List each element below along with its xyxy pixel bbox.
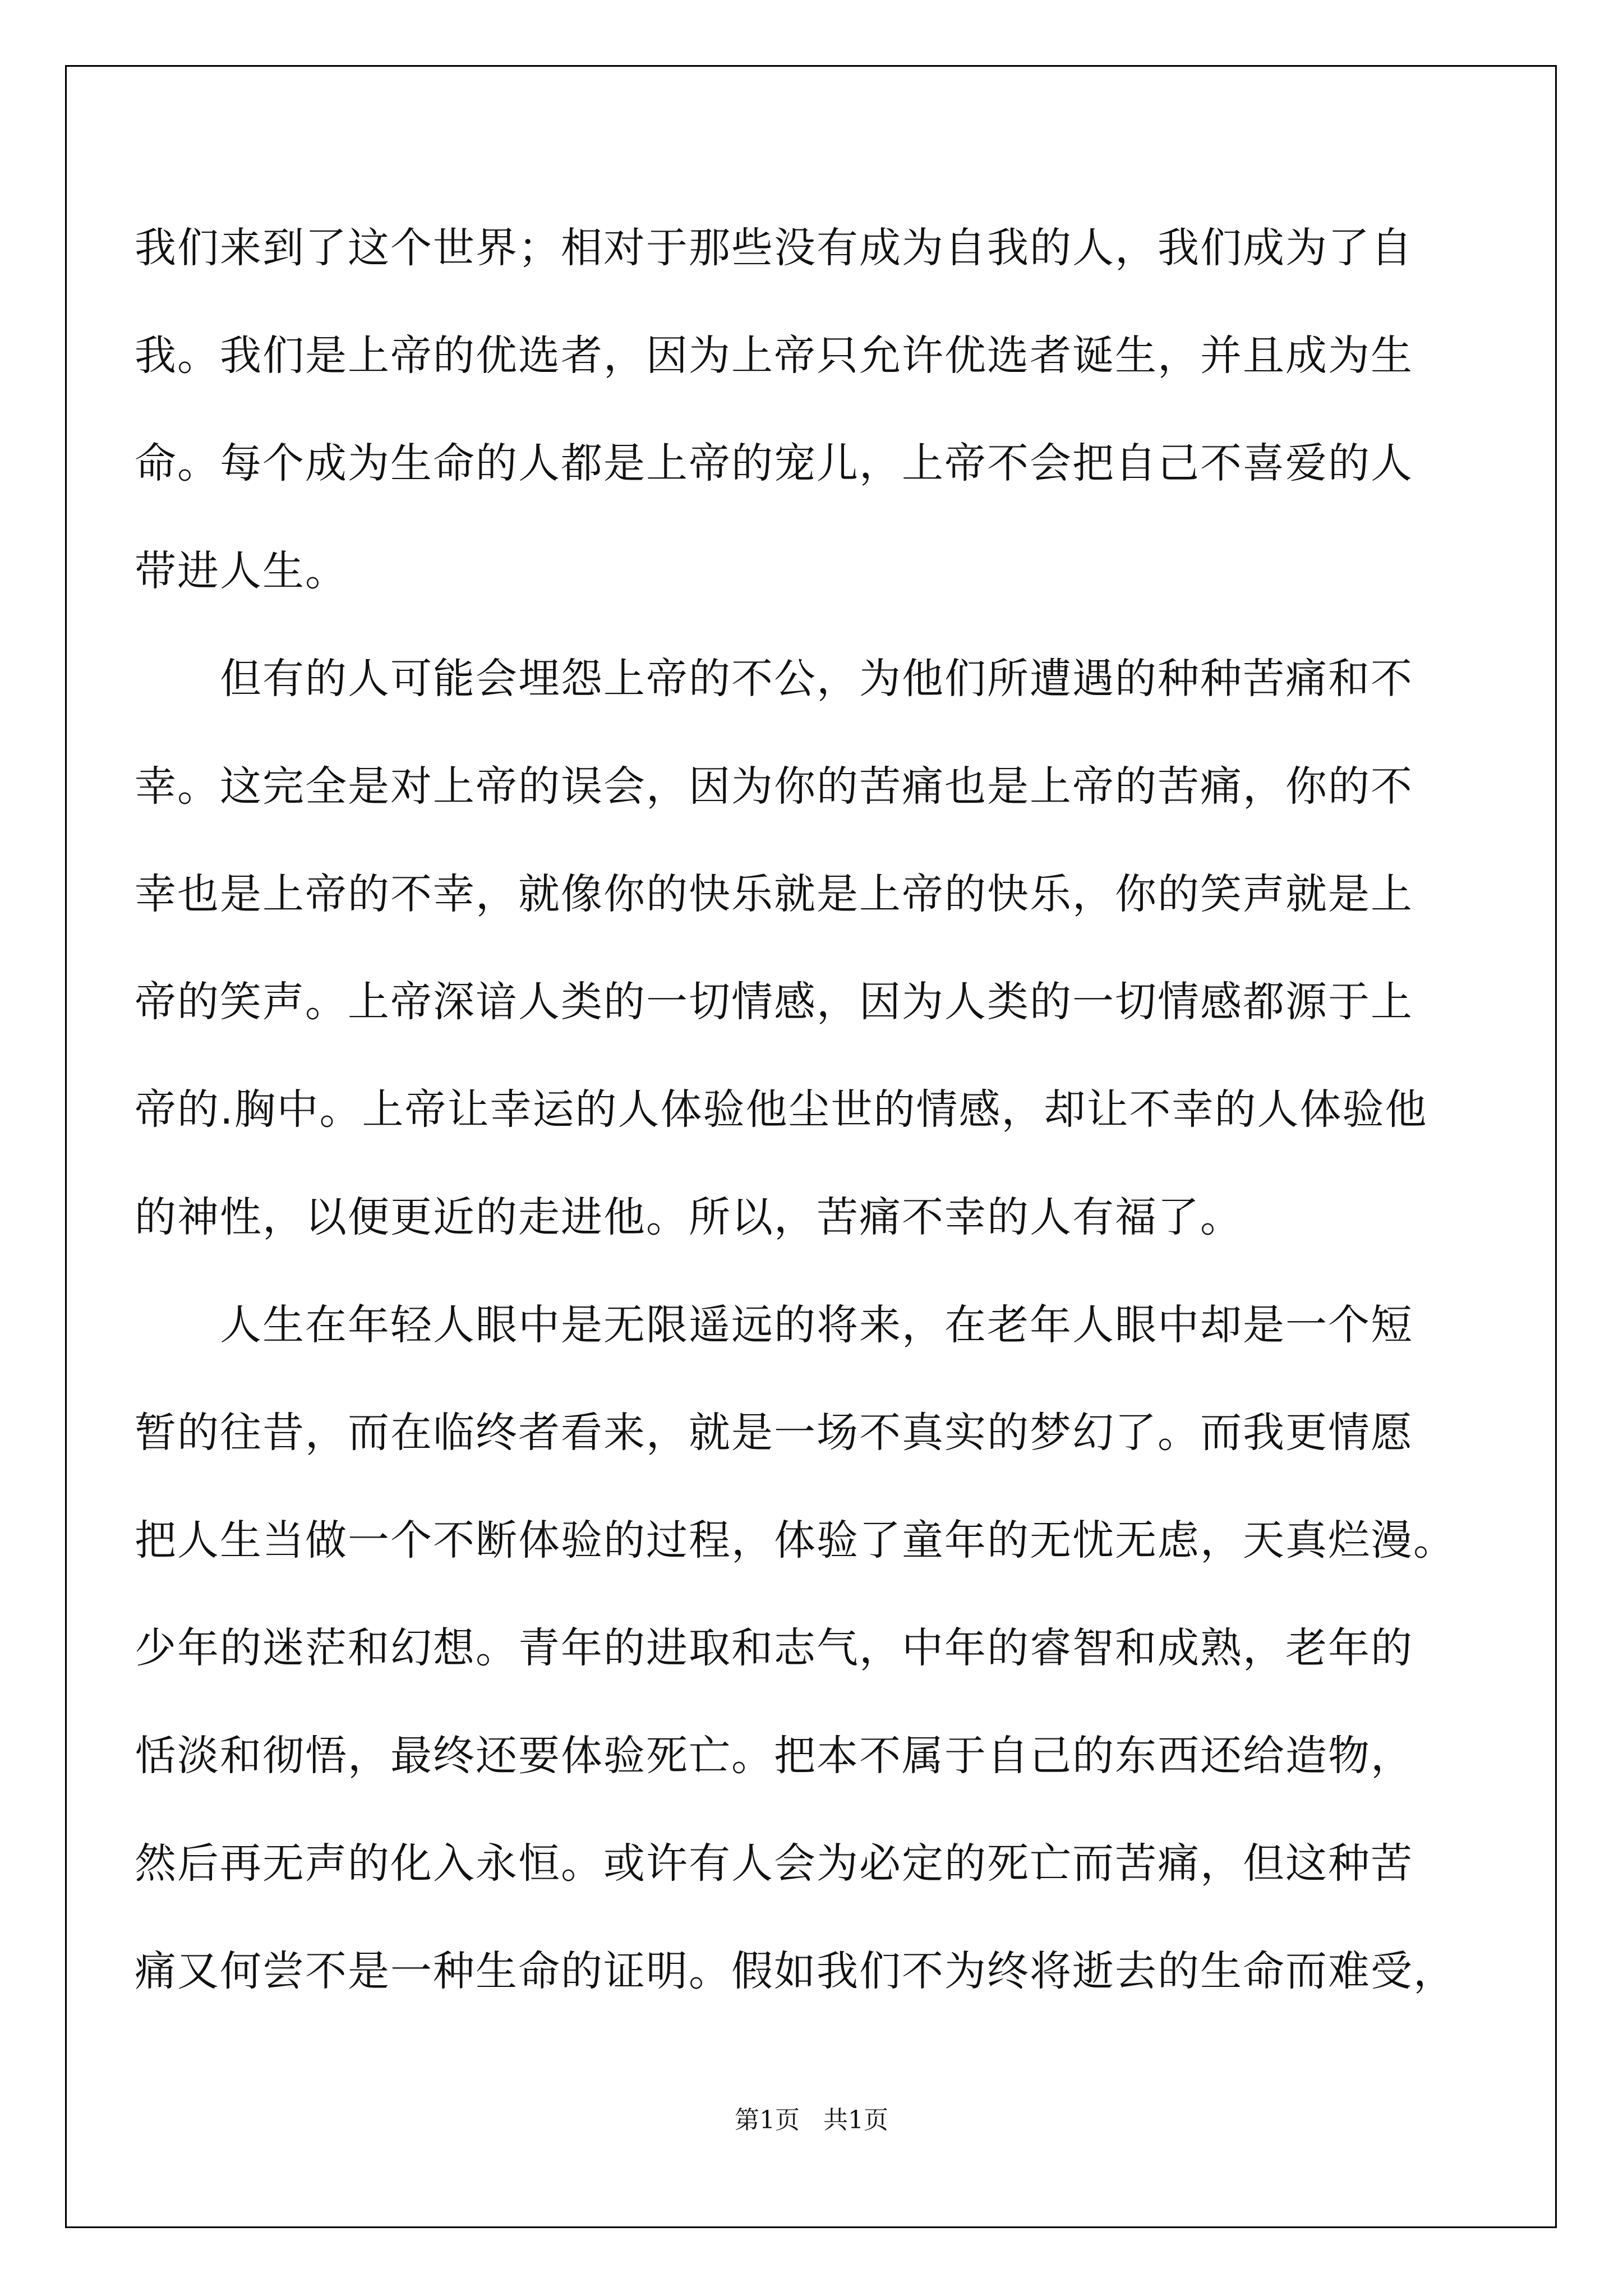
- text-line: 暂的往昔，而在临终者看来，就是一场不真实的梦幻了。而我更情愿: [135, 1409, 1413, 1457]
- text-line: 人生在年轻人眼中是无限遥远的将来，在老年人眼中却是一个短: [135, 1301, 1413, 1349]
- text-line: 帝的.胸中。上帝让幸运的人体验他尘世的情感，却让不幸的人体验他: [135, 1085, 1428, 1134]
- text-line: 把人生当做一个不断体验的过程，体验了童年的无忧无虑，天真烂漫。: [135, 1516, 1456, 1565]
- text-line: 幸也是上帝的不幸，就像你的快乐就是上帝的快乐，你的笑声就是上: [135, 870, 1413, 918]
- page-total: 共1页: [823, 2106, 888, 2134]
- page-footer: [0, 2104, 1623, 2137]
- text-line: 少年的迷茫和幻想。青年的进取和志气，中年的睿智和成熟，老年的: [135, 1624, 1413, 1672]
- text-line: 的神性，以便更近的走进他。所以，苦痛不幸的人有福了。: [135, 1193, 1243, 1241]
- text-line: 带进人生。: [135, 547, 348, 595]
- page-border: [65, 65, 1557, 2228]
- text-line: 我们来到了这个世界；相对于那些没有成为自我的人，我们成为了自: [135, 224, 1413, 272]
- text-line: 痛又何尝不是一种生命的证明。假如我们不为终将逝去的生命而难受，: [135, 1947, 1456, 1995]
- text-line: 然后再无声的化入永恒。或许有人会为必定的死亡而苦痛，但这种苦: [135, 1839, 1413, 1888]
- text-line: 幸。这完全是对上帝的误会，因为你的苦痛也是上帝的苦痛，你的不: [135, 762, 1413, 811]
- text-line: 帝的笑声。上帝深谙人类的一切情感，因为人类的一切情感都源于上: [135, 978, 1413, 1026]
- text-line: 恬淡和彻悟，最终还要体验死亡。把本不属于自己的东西还给造物，: [135, 1732, 1413, 1780]
- text-line: 命。每个成为生命的人都是上帝的宠儿，上帝不会把自己不喜爱的人: [135, 439, 1413, 487]
- page-number: 第1页: [735, 2106, 800, 2134]
- text-line: 我。我们是上帝的优选者，因为上帝只允许优选者诞生，并且成为生: [135, 332, 1413, 380]
- text-line: 但有的人可能会埋怨上帝的不公，为他们所遭遇的种种苦痛和不: [135, 655, 1413, 703]
